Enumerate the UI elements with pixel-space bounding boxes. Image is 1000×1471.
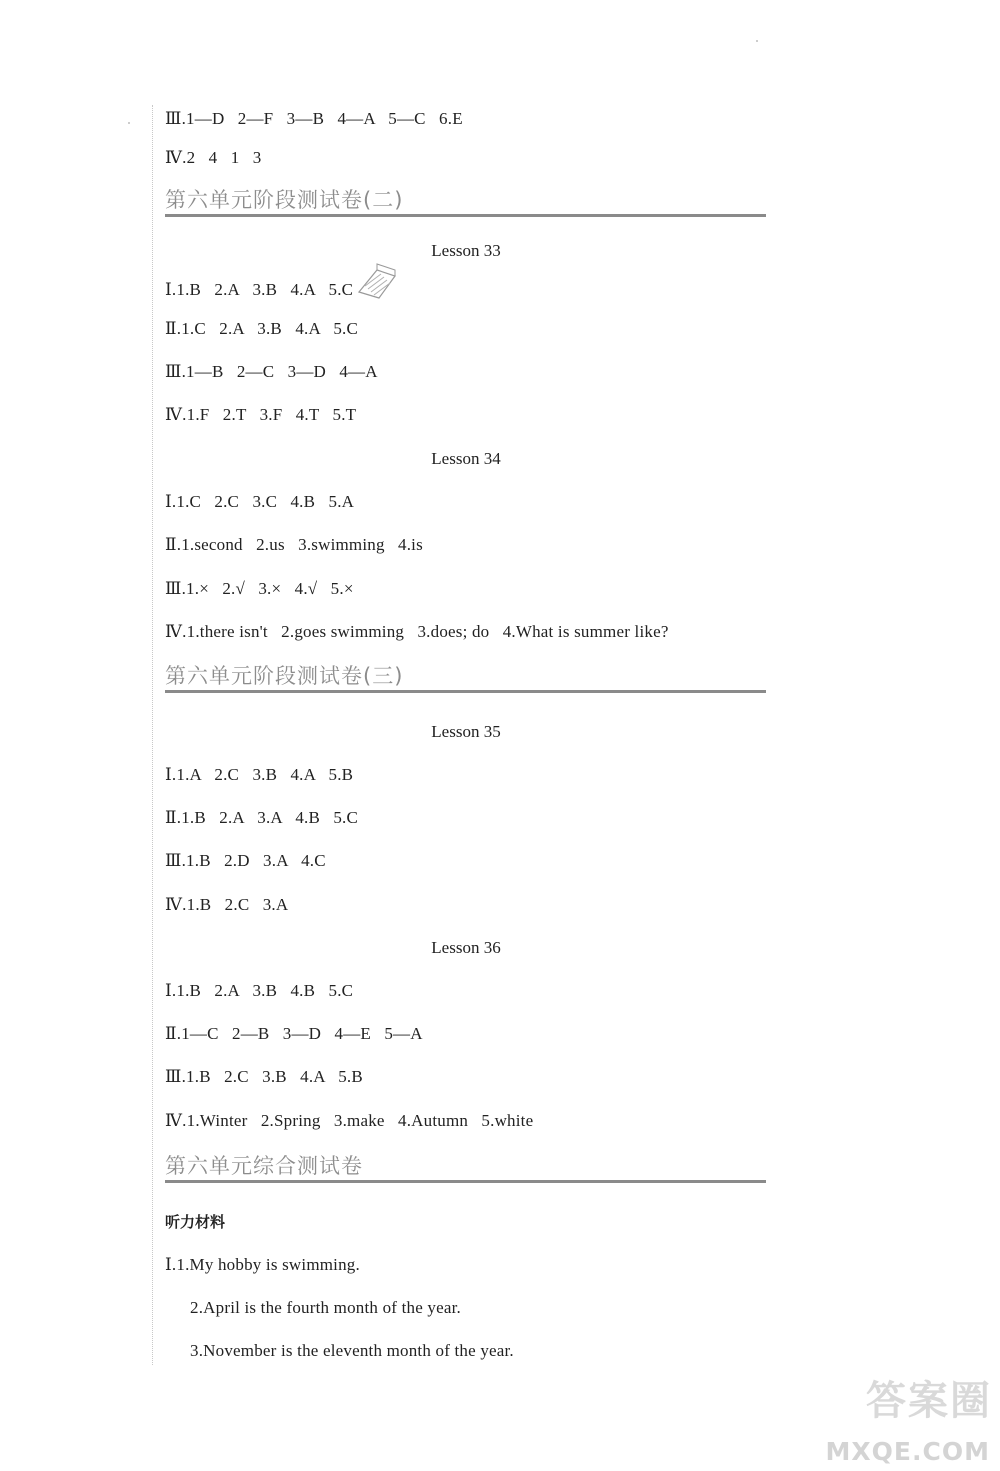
answer-line: Ⅰ.1.B 2.A 3.B 4.A 5.C bbox=[165, 280, 354, 299]
answer-line: Ⅱ.1—C 2—B 3—D 4—E 5—A bbox=[165, 1024, 423, 1043]
answer-line: Ⅱ.1.B 2.A 3.A 4.B 5.C bbox=[165, 808, 359, 827]
listening-line: 3.November is the eleventh month of the year. bbox=[190, 1341, 514, 1360]
listening-material-heading: 听力材料 bbox=[165, 1213, 226, 1231]
lesson-title-text: Lesson 33 bbox=[431, 241, 501, 260]
section-header bbox=[165, 1150, 766, 1183]
section-header bbox=[165, 660, 766, 693]
watermark bbox=[792, 1377, 992, 1467]
lesson-title bbox=[0, 241, 932, 261]
answer-line: Ⅳ.1.Winter 2.Spring 3.make 4.Autumn 5.white bbox=[165, 1111, 534, 1130]
answer-line: Ⅳ.2 4 1 3 bbox=[165, 148, 262, 167]
section-title: 第六单元阶段测试卷(三) bbox=[165, 664, 404, 688]
answer-line: Ⅳ.1.B 2.C 3.A bbox=[165, 895, 289, 914]
lesson-title bbox=[0, 449, 932, 469]
answer-line: Ⅰ.1.A 2.C 3.B 4.A 5.B bbox=[165, 765, 354, 784]
answer-line: Ⅱ.1.C 2.A 3.B 4.A 5.C bbox=[165, 319, 359, 338]
lesson-title-text: Lesson 34 bbox=[431, 449, 501, 468]
answer-line: Ⅲ.1.B 2.D 3.A 4.C bbox=[165, 851, 326, 870]
answer-line: Ⅰ.1.B 2.A 3.B 4.B 5.C bbox=[165, 981, 354, 1000]
answer-line: Ⅲ.1.B 2.C 3.B 4.A 5.B bbox=[165, 1067, 363, 1086]
answer-line: Ⅳ.1.there isn't 2.goes swimming 3.does; do 4.What is summer like? bbox=[165, 622, 669, 641]
lesson-title bbox=[0, 722, 932, 742]
answer-line: Ⅲ.1—B 2—C 3—D 4—A bbox=[165, 362, 378, 381]
section-title: 第六单元综合测试卷 bbox=[165, 1154, 363, 1178]
speck bbox=[756, 40, 758, 42]
lesson-title bbox=[0, 938, 932, 958]
lesson-title-text: Lesson 35 bbox=[431, 722, 501, 741]
answer-line: Ⅲ.1.× 2.√ 3.× 4.√ 5.× bbox=[165, 579, 354, 598]
section-header bbox=[165, 184, 766, 217]
lesson-title-text: Lesson 36 bbox=[431, 938, 501, 957]
watermark-logo: 答案圈 bbox=[866, 1378, 992, 1424]
answer-line: Ⅰ.1.C 2.C 3.C 4.B 5.A bbox=[165, 492, 355, 511]
listening-line: Ⅰ.1.My hobby is swimming. bbox=[165, 1255, 360, 1274]
section-title: 第六单元阶段测试卷(二) bbox=[165, 188, 404, 212]
listening-line: 2.April is the fourth month of the year. bbox=[190, 1298, 461, 1317]
watermark-url: MXQE.COM bbox=[825, 1437, 990, 1466]
answer-line: Ⅲ.1—D 2—F 3—B 4—A 5—C 6.E bbox=[165, 109, 463, 128]
book-stamp-icon bbox=[355, 262, 399, 302]
answer-line: Ⅳ.1.F 2.T 3.F 4.T 5.T bbox=[165, 405, 357, 424]
answer-line: Ⅱ.1.second 2.us 3.swimming 4.is bbox=[165, 535, 423, 554]
speck bbox=[128, 122, 130, 124]
